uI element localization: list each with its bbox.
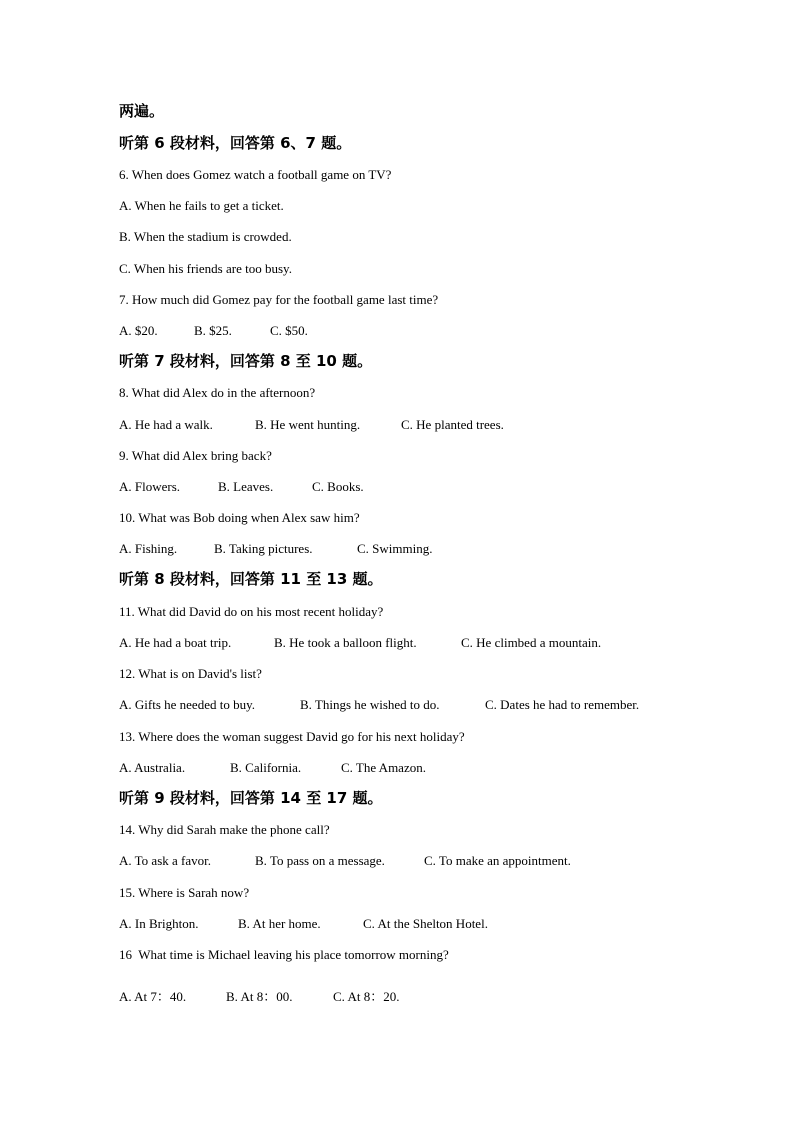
question-15-option-c: C. At the Shelton Hotel. [363,916,488,931]
question-13: 13. Where does the woman suggest David go for his next holiday? [119,729,465,744]
section-heading-6: 听第 6 段材料，回答第 6、7 题。 [119,134,352,152]
question-16: 16 What time is Michael leaving his place tomorrow morning? [119,947,449,962]
question-13-option-a: A. Australia. [119,760,186,775]
section-heading-7: 听第 7 段材料，回答第 8 至 10 题。 [119,352,373,370]
question-12-option-c: C. Dates he had to remember. [485,697,640,712]
intro-text: 两遍。 [119,102,165,120]
question-11-option-c: C. He climbed a mountain. [461,635,602,650]
question-8: 8. What did Alex do in the afternoon? [119,385,316,400]
question-14-option-b: B. To pass on a message. [255,853,385,868]
question-12: 12. What is on David's list? [119,666,262,681]
question-7-option-a: A. $20. [119,323,158,338]
question-13-option-b: B. California. [230,760,302,775]
question-11: 11. What did David do on his most recent holiday? [119,604,384,619]
question-16-option-b: B. At 8：00. [226,989,293,1004]
question-11-option-a: A. He had a boat trip. [119,635,232,650]
question-14-option-a: A. To ask a favor. [119,853,211,868]
question-11-option-b: B. He took a balloon flight. [274,635,417,650]
question-10-option-b: B. Taking pictures. [214,541,313,556]
question-15-option-b: B. At her home. [238,916,321,931]
question-7-option-b: B. $25. [194,323,232,338]
question-9-option-a: A. Flowers. [119,479,181,494]
question-14: 14. Why did Sarah make the phone call? [119,822,330,837]
question-12-option-b: B. Things he wished to do. [300,697,440,712]
question-14-option-c: C. To make an appointment. [424,853,571,868]
question-10-option-a: A. Fishing. [119,541,178,556]
question-15-option-a: A. In Brighton. [119,916,199,931]
section-heading-8: 听第 8 段材料，回答第 11 至 13 题。 [119,570,383,588]
question-8-option-c: C. He planted trees. [401,417,504,432]
question-9: 9. What did Alex bring back? [119,448,272,463]
question-6: 6. When does Gomez watch a football game on TV? [119,167,392,182]
question-16-option-c: C. At 8：20. [333,989,400,1004]
question-6-option-b: B. When the stadium is crowded. [119,229,292,244]
question-9-option-b: B. Leaves. [218,479,274,494]
question-9-option-c: C. Books. [312,479,364,494]
question-7: 7. How much did Gomez pay for the football game last time? [119,292,439,307]
question-13-option-c: C. The Amazon. [341,760,426,775]
question-6-option-a: A. When he fails to get a ticket. [119,198,284,213]
question-12-option-a: A. Gifts he needed to buy. [119,697,255,712]
question-16-option-a: A. At 7：40. [119,989,187,1004]
question-15: 15. Where is Sarah now? [119,885,250,900]
question-6-option-c: C. When his friends are too busy. [119,261,292,276]
section-heading-9: 听第 9 段材料，回答第 14 至 17 题。 [119,789,383,807]
question-8-option-b: B. He went hunting. [255,417,361,432]
question-10: 10. What was Bob doing when Alex saw him? [119,510,360,525]
question-7-option-c: C. $50. [270,323,308,338]
question-8-option-a: A. He had a walk. [119,417,213,432]
question-10-option-c: C. Swimming. [357,541,433,556]
